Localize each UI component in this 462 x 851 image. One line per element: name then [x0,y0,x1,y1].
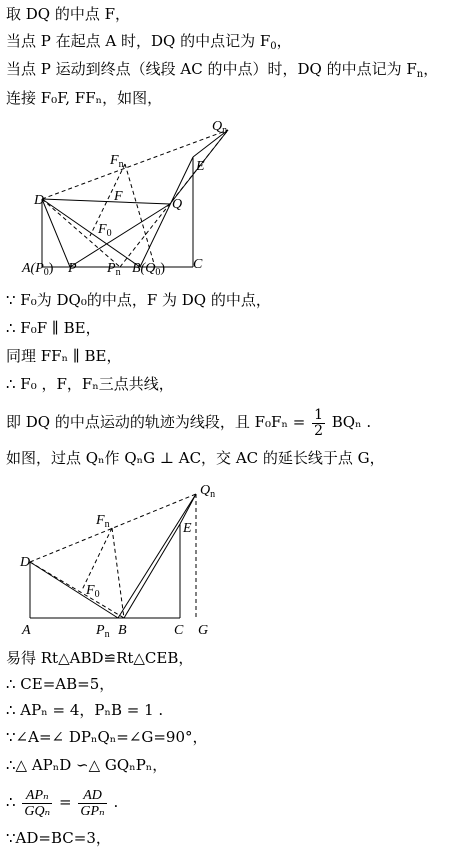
label-F0: $F_0$ [98,222,112,239]
label-F: F [114,189,123,204]
text-line-6: ∴ F₀F ∥ BE， [6,319,101,337]
fraction-one-half [312,408,325,439]
denominator: GQₙ [24,803,51,819]
numerator: APₙ [22,788,52,804]
text-line-9 [6,404,371,440]
text-segment: . [113,793,119,811]
label-Pn: $P_n$ [107,261,121,278]
label-Qn: $Q_n$ [212,119,228,136]
text-line-7: 同理 FFₙ ∥ BE， [6,347,122,365]
geometry-figure-1 [0,112,462,282]
text-line-12: ∴ CE=AB=5， [6,675,115,693]
label-Fn: $F_n$ [96,513,110,530]
text-line-14: ∵∠A=∠ DPₙQₙ=∠G=90°， [6,728,208,746]
text-segment: ， [423,60,439,78]
segment-BE [140,157,193,267]
label-A-P0: $A(P_0)$ [22,261,54,278]
fraction-AD-GPn [78,788,106,819]
dashed-D-Qn [30,494,196,562]
text-segment: 即 DQ 的中点运动的轨迹为线段，且 F₀Fₙ = [6,413,306,431]
text-line-2 [6,31,292,51]
label-F0: $F_0$ [86,583,100,600]
label-Q: Q [172,197,183,212]
text-line-5: ∵ F₀为 DQ₀的中点，F 为 DQ 的中点， [6,291,271,309]
label-B: B [118,623,127,638]
label-B-Q0: $B(Q_0)$ [132,261,165,278]
label-Fn: $F_n$ [110,153,124,170]
denominator: 2 [314,422,323,439]
label-D: D [34,193,45,208]
text-line-3 [6,59,438,79]
segment-BE [124,524,180,618]
text-line-4: 连接 F₀F, FFₙ，如图， [6,89,163,107]
text-line-8: ∴ F₀ ，F，Fₙ三点共线， [6,375,174,393]
text-segment: ， [276,32,292,50]
label-E: E [183,521,192,536]
equals-sign: = [59,793,72,811]
label-E: E [196,159,205,174]
text-line-11: 易得 Rt△ABD≌Rt△CEB， [6,649,194,667]
label-D: D [20,555,31,570]
label-A: A [22,623,31,638]
dashed-D-B [30,562,124,618]
dashed-Fn-F0 [82,528,112,590]
label-Pn: $P_n$ [96,623,110,640]
numerator: 1 [314,406,323,423]
text-line-17: ∵AD=BC=3， [6,829,111,847]
text-line-10: 如图，过点 Qₙ作 QₙG ⊥ AC，交 AC 的延长线于点 G， [6,449,385,467]
label-G: G [198,623,209,638]
label-C: C [174,623,184,638]
dashed-Fn-B [112,528,124,618]
label-P: P [68,261,77,276]
text-segment: 当点 P 运动到终点（线段 AC 的中点）时，DQ 的中点记为 F [6,60,417,78]
text-segment: BQₙ . [331,413,372,431]
label-C: C [193,257,203,272]
segment-E-Qn [180,494,196,524]
text-segment: ∴ [6,793,16,811]
dashed-Fn-Q0 [125,164,155,267]
fraction-APn-GQn [22,788,52,819]
segment-Pn-Qn [118,494,196,618]
text-line-15: ∴△ APₙD ∽△ GQₙPₙ， [6,756,168,774]
label-Qn: $Q_n$ [200,483,216,500]
geometry-figure-2 [0,474,462,642]
numerator: AD [78,788,106,804]
text-line-13: ∴ APₙ = 4，PₙB = 1 . [6,701,164,719]
text-line-16 [6,782,118,822]
segment-DB [42,199,140,267]
text-segment: 当点 P 在起点 A 时，DQ 的中点记为 F [6,32,271,50]
subscript: n [416,69,424,80]
text-line-1: 取 DQ 的中点 F， [6,5,131,23]
subscript: 0 [270,41,277,52]
denominator: GPₙ [80,803,105,819]
